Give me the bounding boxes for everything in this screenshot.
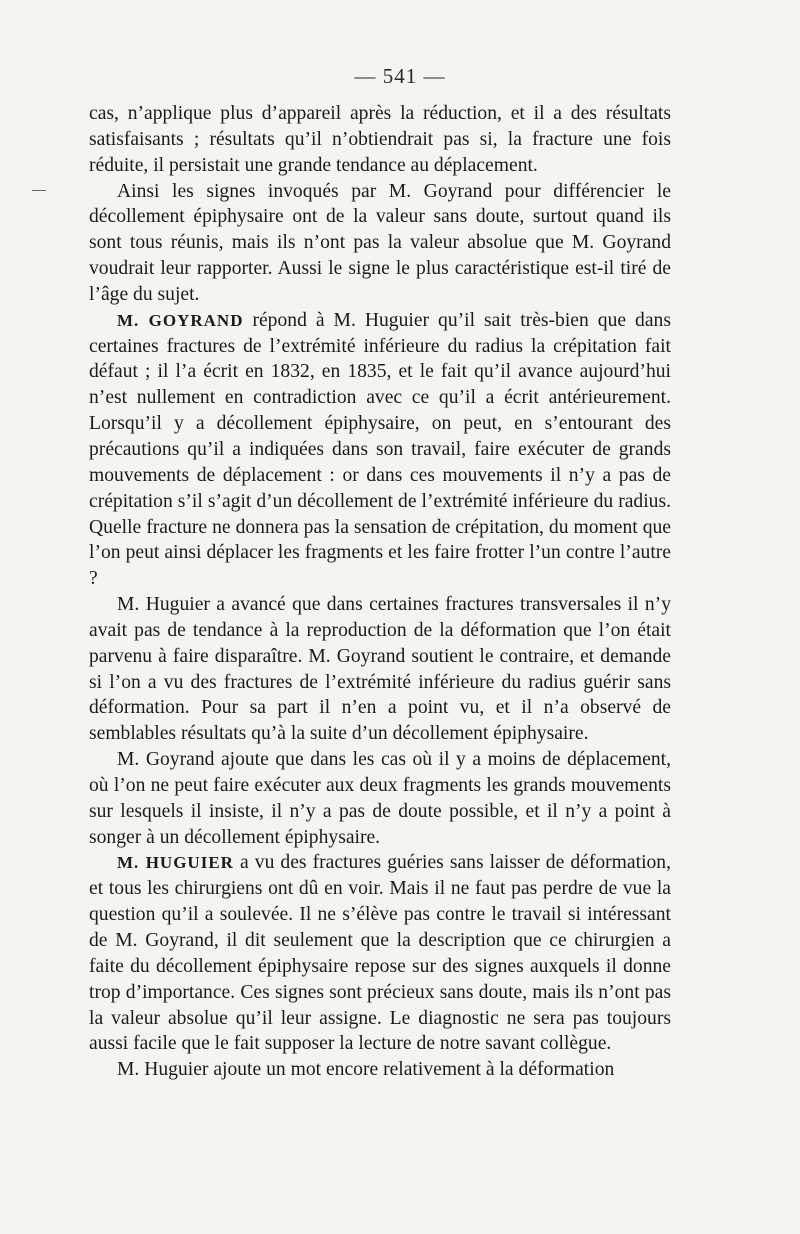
margin-dash	[32, 190, 46, 191]
paragraph-text: a vu des fractures guéries sans laisser de déformation, et tous les chirurgiens ont dû en voir. Mais il ne faut pas perdre de vue la question qu’il a soulevée. Il ne s’élève pas contre le travail si intéressant de M. Goyrand, il dit seulement que la description que ce chirurgien a faite du décollement épiphysaire repose sur des signes auxquels il donne trop d’importance. Ces signes sont précieux sans doute, mais ils n’ont pas la valeur absolue qu’il leur assigne. Le diagnostic ne sera pas toujours aussi facile que le fait supposer la lecture de notre savant collègue.	[89, 852, 672, 1055]
paragraph	[89, 592, 671, 747]
paragraph	[89, 1057, 671, 1083]
paragraph	[89, 747, 671, 850]
paragraph-speaker-huguier	[89, 850, 671, 1057]
paragraph-continuation	[89, 101, 671, 179]
paragraph-speaker-goyrand	[89, 308, 671, 592]
paragraph-text: M. Goyrand ajoute que dans les cas où il y a moins de déplacement, où l’on ne peut faire exécuter aux deux fragments les grands mouvements sur lesquels il insiste, il n’y a pas de doute possible, et il n’y a point à songer à un décollement épiphysaire.	[89, 749, 671, 848]
paragraph-text: répond à M. Huguier qu’il sait très-bien que dans certaines fractures de l’extrémité inférieure du radius la crépitation fait défaut ; il l’a écrit en 1832, en 1835, et le fait qu’il avance aujourd’hui n’est nullement en contradiction avec ce qu’il a écrit antérieurement. Lorsqu’il y a décollement épiphysaire, on peut, en s’entourant des précautions qu’il a indiquées dans son travail, faire exécuter de grands mouvements de déplacement : or dans ces mouvements il n’y a pas de crépitation s’il s’agit d’un décollement de l’extrémité inférieure du radius. Quelle fracture ne donnera pas la sensation de crépitation, du moment que l’on peut ainsi déplacer les fragments et les faire frotter l’un contre l’autre ?	[89, 309, 671, 590]
page-number: — 541 —	[354, 64, 446, 88]
paragraph-text: M. Huguier ajoute un mot encore relativement à la déformation	[117, 1059, 615, 1081]
paragraph	[89, 179, 671, 308]
paragraph-text: M. Huguier a avancé que dans certaines fractures transversales il n’y avait pas de tendance à la reproduction de la déformation que l’on était parvenu à faire disparaître. M. Goyrand soutient le contraire, et demande si l’on a vu des fractures de l’extrémité inférieure du radius guérir sans déformation. Pour sa part il n’en a point vu, et il n’a observé de semblables résultats qu’à la suite d’un décollement épiphysaire.	[89, 594, 671, 745]
paragraph-text: cas, n’applique plus d’appareil après la réduction, et il a des résultats satisfaisants ; résultats qu’il n’obtiendrait pas si, la fracture une fois réduite, il persistait une grande tendance au déplacement.	[89, 103, 671, 176]
paragraph-text: Ainsi les signes invoqués par M. Goyrand pour différencier le décollement épiphysaire ont de la valeur sans doute, surtout quand ils sont tous réunis, mais ils n’ont pas la valeur absolue que M. Goyrand voudrait leur rapporter. Aussi le signe le plus caractéristique est-il tiré de l’âge du sujet.	[89, 180, 671, 305]
speaker-name: M. GOYRAND	[117, 310, 244, 330]
speaker-name: M. HUGUIER	[117, 853, 234, 873]
body-text	[89, 101, 671, 1083]
